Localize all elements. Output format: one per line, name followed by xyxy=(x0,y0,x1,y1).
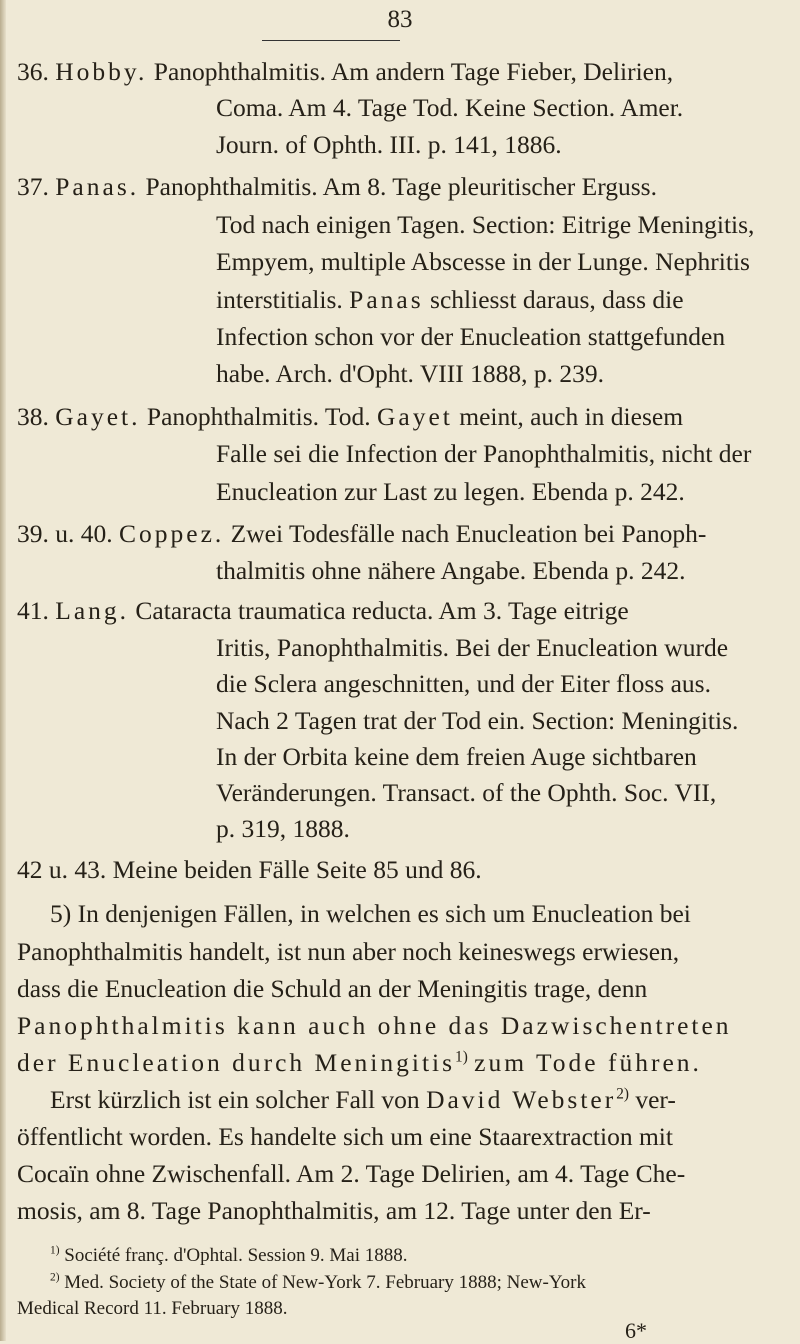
paragraph-line-6: Erst kürzlich ist ein solcher Fall von David Webster$^{2)}$ ver- xyxy=(50,1085,676,1114)
paragraph-line-7: öffentlicht worden. Es handelte sich um eine Staarextraction mit xyxy=(17,1122,673,1151)
entry-37-line-1: 37. Panas. Panophthalmitis. Am 8. Tage pleuritischer Erguss. xyxy=(17,172,657,201)
paragraph-line-4: Panophthalmitis kann auch ohne das Dazwischentreten xyxy=(17,1011,732,1040)
footnote-2: $^{2)}$ Med. Society of the State of New-York 7. February 1888; New-York xyxy=(50,1271,586,1293)
entry-42-43-line-1: 42 u. 43. Meine beiden Fälle Seite 85 und 86. xyxy=(17,855,482,884)
entry-37-line-2: Tod nach einigen Tagen. Section: Eitrige Meningitis, xyxy=(216,210,755,239)
entry-37-line-3: Empyem, multiple Abscesse in der Lunge. Nephritis xyxy=(216,247,750,276)
entry-41-line-5: In der Orbita keine dem freien Auge sichtbaren xyxy=(216,742,697,771)
entry-39-40-line-2: thalmitis ohne nähere Angabe. Ebenda p. 242. xyxy=(216,556,686,585)
page-edge-shadow xyxy=(0,0,6,1341)
footnote-1: $^{1)}$ Société franç. d'Ophtal. Session 9. Mai 1888. xyxy=(50,1244,408,1266)
entry-37-line-4: interstitialis. Panas schliesst daraus, dass die xyxy=(216,285,684,314)
paragraph-line-8: Cocaïn ohne Zwischenfall. Am 2. Tage Delirien, am 4. Tage Che- xyxy=(17,1159,686,1188)
entry-37-line-5: Infection schon vor der Enucleation stattgefunden xyxy=(216,322,726,351)
entry-36-line-1: 36. Hobby. Panophthalmitis. Am andern Tage Fieber, Delirien, xyxy=(17,57,674,86)
page-number: 83 xyxy=(387,6,413,33)
footnote-ref-2[interactable]: 2) xyxy=(616,1085,629,1103)
paragraph-line-3: dass die Enucleation die Schuld an der Meningitis trage, denn xyxy=(17,974,648,1003)
entry-41-line-7: p. 319, 1888. xyxy=(216,814,350,843)
entry-41-line-4: Nach 2 Tagen trat der Tod ein. Section: Meningitis. xyxy=(216,706,739,735)
entry-41-line-2: Iritis, Panophthalmitis. Bei der Enucleation wurde xyxy=(216,633,729,662)
entry-41-line-1: 41. Lang. Cataracta traumatica reducta. Am 3. Tage eitrige xyxy=(17,596,629,625)
paragraph-line-2: Panophthalmitis handelt, ist nun aber noch keineswegs erwiesen, xyxy=(17,937,680,966)
footnote-ref-1[interactable]: 1) xyxy=(455,1048,468,1066)
signature-mark: 6* xyxy=(625,1318,647,1343)
footnote-2-cont: Medical Record 11. February 1888. xyxy=(17,1298,288,1319)
paragraph-line-5: der Enucleation durch Meningitis$^{1)}$ zum Tode führen. xyxy=(17,1048,702,1077)
entry-41-line-6: Veränderungen. Transact. of the Ophth. Soc. VII, xyxy=(216,778,717,807)
entry-38-line-1: 38. Gayet. Panophthalmitis. Tod. Gayet meint, auch in diesem xyxy=(17,402,684,431)
entry-41-line-3: die Sclera angeschnitten, und der Eiter floss aus. xyxy=(216,669,711,698)
entry-38-line-3: Enucleation zur Last zu legen. Ebenda p. 242. xyxy=(216,477,685,506)
entry-39-40-line-1: 39. u. 40. Coppez. Zwei Todesfälle nach Enucleation bei Panoph- xyxy=(17,519,707,548)
paragraph-line-9: mosis, am 8. Tage Panophthalmitis, am 12. Tage unter den Er- xyxy=(17,1196,651,1225)
entry-37-line-6: habe. Arch. d'Opht. VIII 1888, p. 239. xyxy=(216,359,604,388)
paragraph-line-1: 5) In denjenigen Fällen, in welchen es sich um Enucleation bei xyxy=(50,899,691,928)
header-rule xyxy=(262,40,400,41)
entry-36-line-2: Coma. Am 4. Tage Tod. Keine Section. Amer. xyxy=(216,93,684,122)
entry-36-line-3: Journ. of Ophth. III. p. 141, 1886. xyxy=(216,130,562,159)
entry-38-line-2: Falle sei die Infection der Panophthalmitis, nicht der xyxy=(216,439,752,468)
